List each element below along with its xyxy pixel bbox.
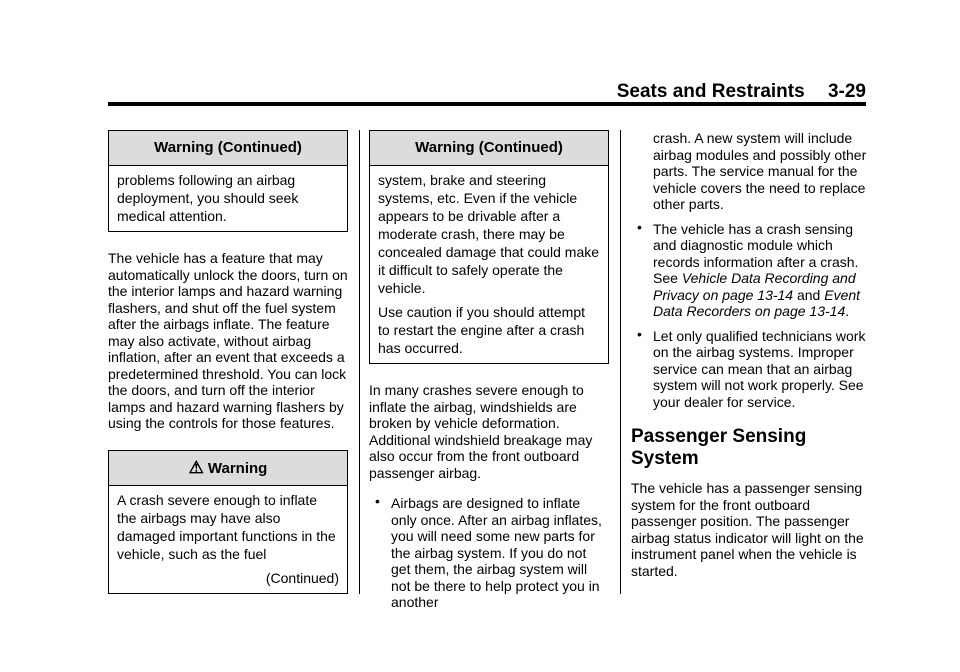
body-paragraph: In many crashes severe enough to inflate the airbag, windshields are broken by vehicle deformation. Additional windshield breakage may also occur from the front outboard passenger airbag. — [369, 382, 593, 481]
cross-reference-link[interactable]: Vehicle Data Recording and Privacy on page 13-14 — [653, 270, 856, 303]
warning-text: system, brake and steering systems, etc. Even if the vehicle appears to be drivable after a moderate crash, there may be concealed damage that could make it difficult to safely operate the vehicle. — [378, 172, 600, 296]
bullet-list — [369, 495, 609, 611]
warning-heading — [109, 451, 347, 486]
cross-reference-link[interactable]: Event Data Recorders on page 13-14 — [653, 286, 861, 319]
warning-box — [108, 450, 348, 594]
section-heading: Passenger Sensing System — [631, 426, 807, 469]
column-2 — [369, 130, 609, 619]
header-rule — [108, 102, 866, 106]
warning-heading: Warning (Continued) — [109, 131, 347, 166]
warning-body — [109, 486, 347, 593]
column-divider-2 — [620, 130, 621, 594]
column-divider-1 — [359, 130, 360, 594]
column-1 — [108, 130, 348, 594]
warning-heading: Warning (Continued) — [370, 131, 608, 166]
list-item: • Airbags are designed to inflate only once. After an airbag inflates, you will need some new parts for the airbag system. If you do not get them, the airbag system will not be there to help protect you in another — [375, 493, 602, 610]
warning-body — [370, 166, 608, 363]
continued-label: (Continued) — [265, 569, 339, 586]
warning-body — [109, 166, 347, 231]
list-item-continued: crash. A new system will include airbag modules and possibly other parts. The service manual for the vehicle covers the need to replace other parts. — [653, 130, 867, 212]
warning-triangle-icon: ⚠ — [188, 457, 204, 477]
list-item: • The vehicle has a crash sensing and diagnostic module which records information after a crash. See Vehicle Data Recording and Privacy on page 13-14 and Event Data Recorders on page 13-14. — [637, 218, 861, 319]
bullet-icon: • — [375, 493, 380, 509]
body-paragraph: The vehicle has a passenger sensing system for the front outboard passenger position. The passenger airbag status indicator will light on the instrument panel when the vehicle is started. — [631, 480, 864, 579]
bullet-icon: • — [637, 218, 642, 235]
warning-text: A crash severe enough to inflate the airbags may have also damaged important functions in the vehicle, such as the fuel — [117, 491, 336, 562]
bullet-list — [631, 218, 871, 411]
warning-text: Use caution if you should attempt to restart the engine after a crash has occurred. — [378, 304, 586, 356]
warning-box-continued — [369, 130, 609, 364]
bullet-icon: • — [637, 325, 642, 342]
column-3 — [631, 130, 871, 579]
warning-box-continued — [108, 130, 348, 232]
warning-text: problems following an airbag deployment, you should seek medical attention. — [117, 172, 299, 224]
page-header — [108, 80, 866, 104]
section-title: Seats and Restraints — [616, 81, 805, 102]
page-number: 3-29 — [827, 81, 866, 102]
warning-title: Warning — [207, 459, 268, 477]
body-paragraph: The vehicle has a feature that may automatically unlock the doors, turn on the interior lamps and hazard warning flashers, and shut off the fuel system after the airbags inflate. The feature may also activate, without airbag inflation, after an event that exceeds a predetermined threshold. You can lock the doors, and turn off the interior lamps and hazard warning flashers by using the controls for those features. — [108, 250, 348, 431]
list-item: • Let only qualified technicians work on the airbag systems. Improper service can mean that an airbag system will not work properly. See your dealer for service. — [637, 325, 866, 410]
